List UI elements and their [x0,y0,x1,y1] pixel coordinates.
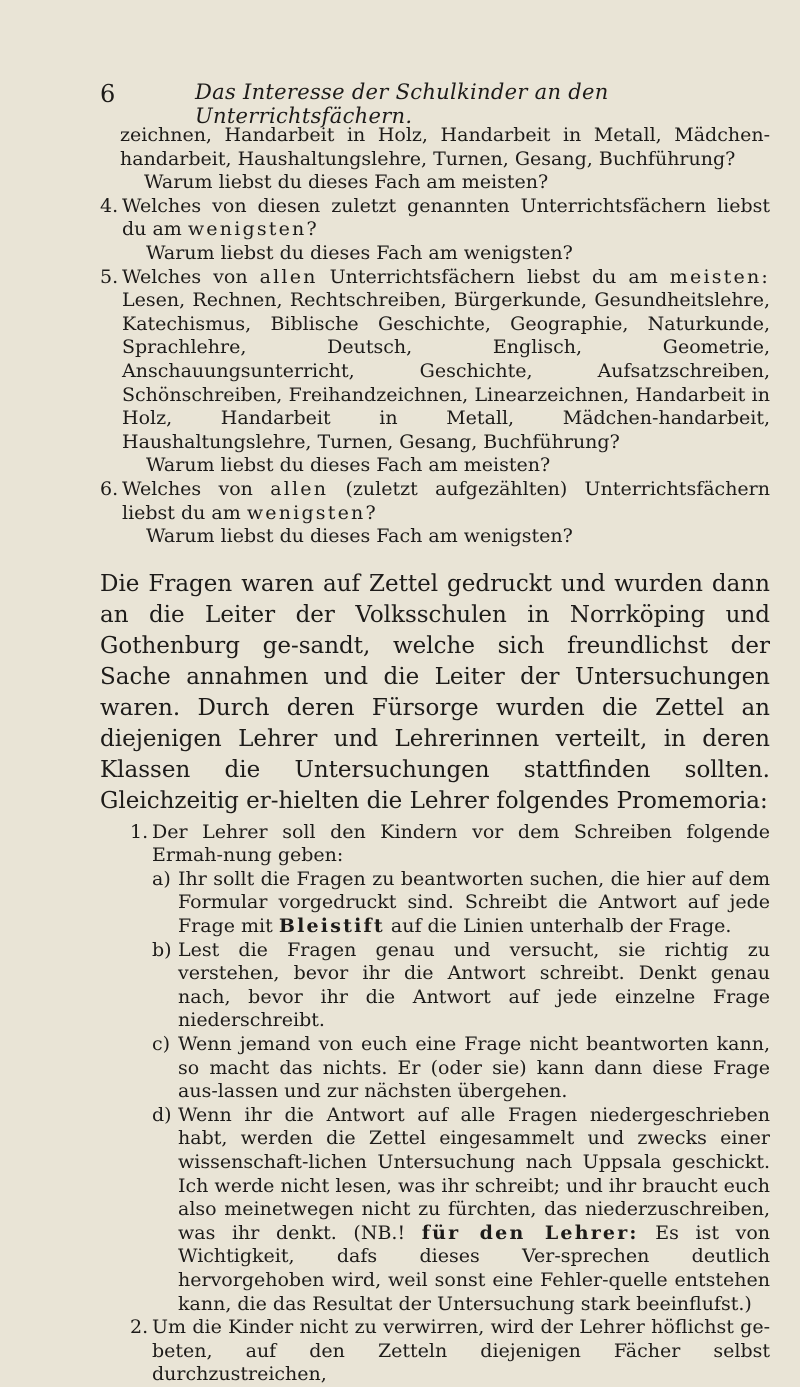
instruction-1 [130,821,770,1316]
instruction-2-text: Um die Kinder nicht zu verwirren, wird der Lehrer höflichst ge-beten, auf den Zetteln diejenigen Fächer selbst durchzustreichen, [152,1316,770,1386]
instruction-1-c: c) Wenn jemand von euch eine Frage nicht beantworten kann, so macht das nichts. Er (oder sie) kann dann diese Frage aus-lassen und zur nächsten übergehen. [152,1033,770,1103]
page-header [100,80,760,128]
question-3-why: Warum liebst du dieses Fach am meisten? [144,171,549,194]
question-4-why: Warum liebst du dieses Fach am wenigsten? [146,241,573,264]
question-4-number: 4. [100,194,119,217]
question-4 [100,195,770,266]
instruction-1-a: a) Ihr sollt die Fragen zu beantworten suchen, die hier auf dem Formular vorgedruckt sind. Schreibt die Antwort auf jede Frage mit Bleistift auf die Linien unterhalb der Frage. [152,867,770,938]
running-title: Das Interesse der Schulkinder an den Unterrichtsfächern. [195,80,609,128]
instruction-2-number: 2. [130,1316,149,1339]
question-4-text: Welches von diesen zuletzt genannten Unterrichtsfächern liebst du am wenigsten? [122,194,770,241]
instruction-1-text: Der Lehrer soll den Kindern vor dem Schreiben folgende Ermah-nung geben: [152,820,770,867]
instruction-1-b: b) Lest die Fragen genau und versucht, sie richtig zu verstehen, bevor ihr die Antwort schreibt. Denkt genau nach, bevor ihr die Antwort auf jede einzelne Frage niederschreibt. [152,938,770,1032]
question-5-text: Welches von allen Unterrichtsfächern liebst du am meisten: Lesen, Rechnen, Rechtschreiben, Bürgerkunde, Gesundheitslehre, Katechismus, Biblische Geschichte, Geographie, Naturkunde, Sprachlehre, Deutsch, Englisch, Geometrie, Anschauungsunterricht, Geschichte, Aufsatzschreiben, Schönschreiben, Freihandzeichnen, Linearzeichnen, Handarbeit in Holz, Handarbeit in Metall, Mädchen-handarbeit, Haushaltungslehre, Turnen, Gesang, Buchführung? [122,265,770,453]
question-6-number: 6. [100,477,119,500]
question-6-text: Welches von allen (zuletzt aufgezählten) Unterrichtsfächern liebst du am wenigsten? [122,477,770,524]
question-6 [100,478,770,549]
question-6-why: Warum liebst du dieses Fach am wenigsten? [146,525,573,548]
question-5-number: 5. [100,265,119,288]
question-5 [100,266,770,478]
instruction-2 [130,1316,770,1387]
question-5-why: Warum liebst du dieses Fach am meisten? [146,454,551,477]
intro-paragraph: Die Fragen waren auf Zettel gedruckt und wurden dann an die Leiter der Volksschulen in Norrköping und Gothenburg ge-sandt, welche sich freundlichst der Sache annahmen und die Leiter der Untersuchungen waren. Durch deren Fürsorge wurden die Zettel an diejenigen Lehrer und Lehrerinnen verteilt, in deren Klassen die Untersuchungen stattfinden sollten. Gleichzeitig er-hielten die Lehrer folgendes Promemoria: [100,570,770,814]
instruction-1-number: 1. [130,820,149,843]
page-number: 6 [100,80,116,108]
instruction-1-d: d) Wenn ihr die Antwort auf alle Fragen niedergeschrieben habt, werden die Zettel eingesammelt und zwecks einer wissenschaft-lichen Untersuchung nach Uppsala geschickt. Ich werde nicht lesen, was ihr schreibt; und ihr braucht euch also meinetwegen nicht zu fürchten, das niederzuschreiben, was ihr denkt. (NB.! für den Lehrer: Es ist von Wichtigkeit, dafs dieses Ver-sprechen deutlich hervorgehoben wird, weil sonst eine Fehler-quelle entstehen kann, die das Resultat der Untersuchung stark beeinflufst.) [152,1103,770,1315]
question-3-text: zeichnen, Handarbeit in Holz, Handarbeit in Metall, Mädchen-handarbeit, Haushaltungslehre, Turnen, Gesang, Buchführung? [120,124,770,170]
page-content [100,124,770,1387]
question-3-continuation [120,124,770,195]
